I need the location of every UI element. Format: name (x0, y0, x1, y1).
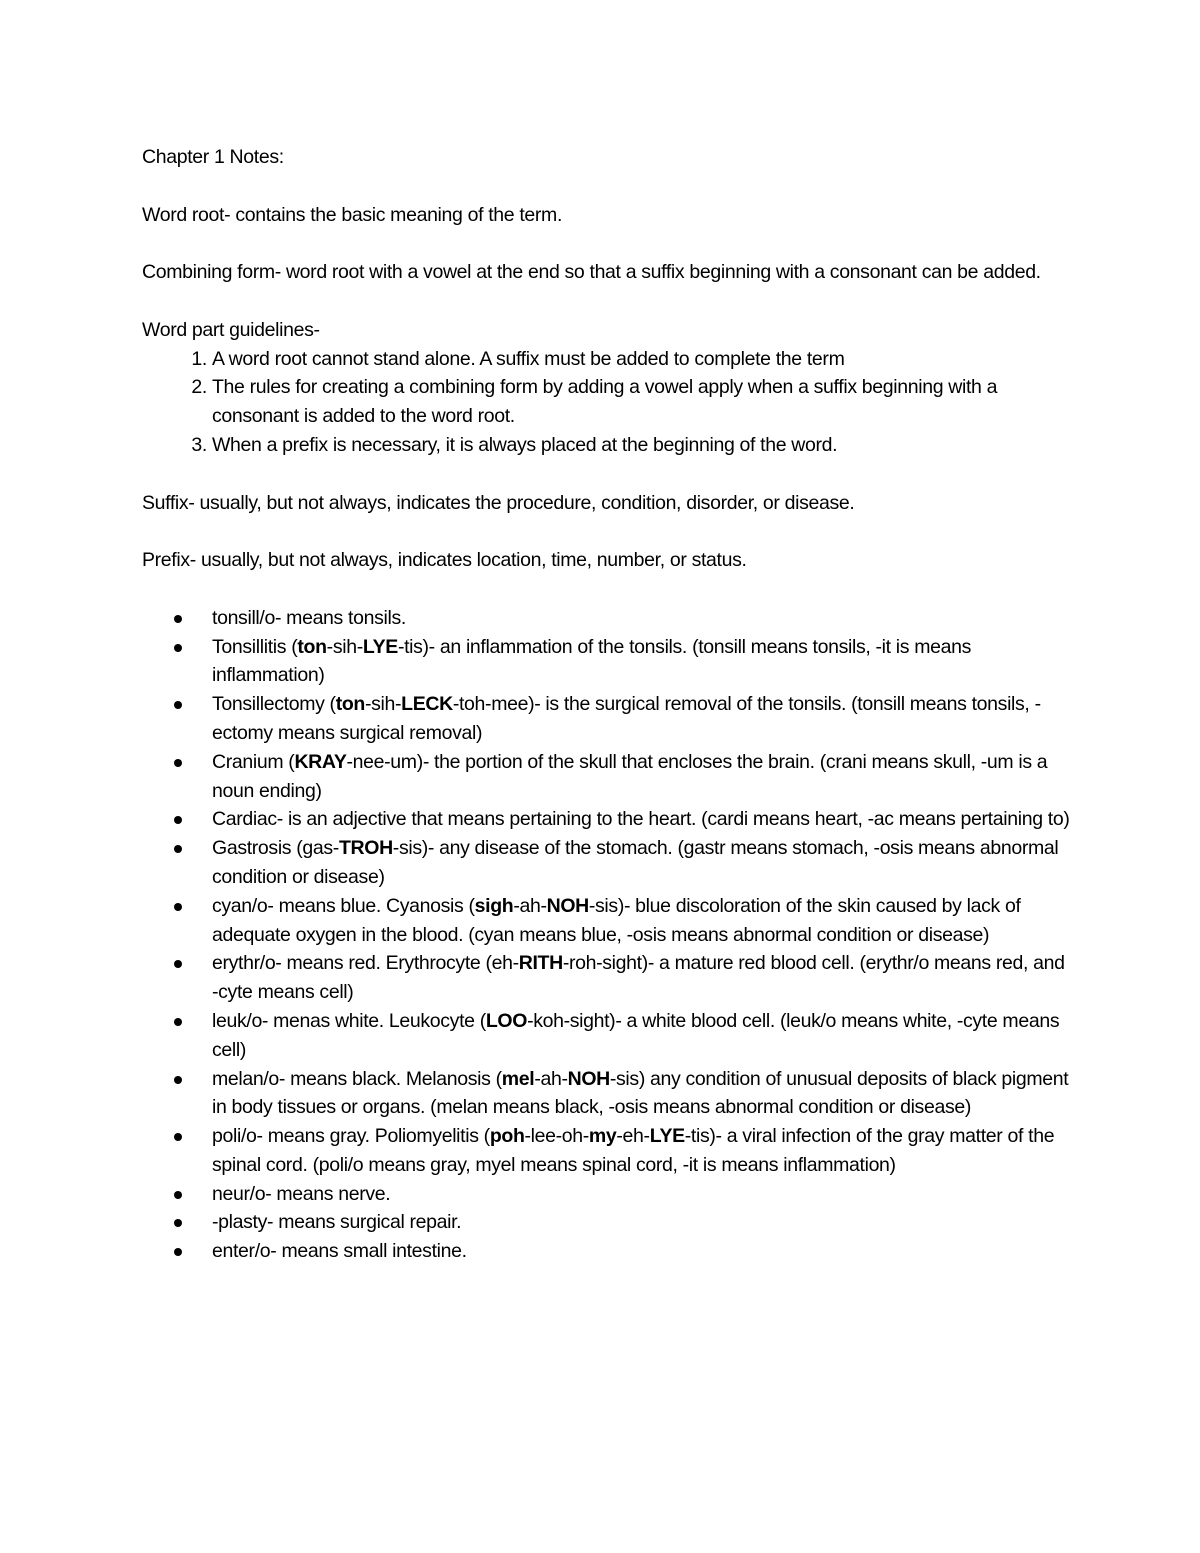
term-text: Cardiac- is an adjective that means pertaining to the heart. (cardi means heart, -ac means pertaining to) (212, 808, 1070, 831)
combining-form-definition: Combining form- word root with a vowel at the end so that a suffix beginning with a consonant can be added. (142, 261, 1041, 284)
term-list-item (212, 834, 1072, 892)
stressed-syllable: LYE (362, 635, 398, 658)
stressed-syllable: mel (501, 1067, 535, 1090)
term-text: -lee-oh- (524, 1125, 589, 1148)
term-text: poli/o- means gray. Poliomyelitis ( (212, 1125, 490, 1148)
word-root-definition: Word root- contains the basic meaning of the term. (142, 203, 563, 226)
term-text: enter/o- means small intestine. (212, 1240, 467, 1263)
stressed-syllable: NOH (567, 1067, 610, 1090)
guideline-item: 3. When a prefix is necessary, it is always placed at the beginning of the word. (212, 431, 1072, 460)
stressed-syllable: NOH (546, 894, 589, 917)
term-text: -ah- (534, 1067, 568, 1090)
stressed-syllable: LYE (649, 1125, 685, 1148)
guideline-item: 1. A word root cannot stand alone. A suffix must be added to complete the term (212, 345, 1072, 374)
stressed-syllable: LOO (485, 1009, 528, 1032)
term-text: cyan/o- means blue. Cyanosis ( (212, 894, 475, 917)
term-text: -eh- (616, 1125, 650, 1148)
term-list-item (212, 805, 1072, 834)
term-text: Tonsillitis ( (212, 635, 298, 658)
term-list-item (212, 748, 1072, 806)
term-text: Gastrosis (gas- (212, 837, 339, 860)
term-text: -sis) any condition of unusual deposits of black pigment in body tissues or organs. (melan means black, -osis means abnormal condition or disease) (212, 1067, 1069, 1119)
term-text: -sih- (326, 635, 363, 658)
term-list-item (212, 892, 1072, 950)
stressed-syllable: RITH (518, 952, 563, 975)
guideline-item: 2. The rules for creating a combining form by adding a vowel apply when a suffix beginning with a consonant is added to the word root. (212, 373, 1072, 431)
term-list-item (212, 633, 1072, 691)
term-text: -toh-mee)- is the surgical removal of the tonsils. (tonsill means tonsils, -ectomy means surgical removal) (212, 693, 1041, 744)
term-text: tonsill/o- means tonsils. (212, 606, 406, 629)
term-text: -tis)- an inflammation of the tonsils. (tonsill means tonsils, -it is means inflammation) (212, 635, 971, 687)
stressed-syllable: my (588, 1125, 617, 1148)
term-list-item (212, 690, 1072, 748)
term-list-item (212, 1007, 1072, 1065)
stressed-syllable: TROH (338, 837, 393, 860)
term-list-item (212, 1180, 1072, 1209)
term-list-item (212, 1122, 1072, 1180)
term-list-item (212, 1208, 1072, 1237)
term-text: leuk/o- menas white. Leukocyte ( (212, 1009, 486, 1032)
document-body (142, 143, 1072, 1266)
guidelines-list (142, 345, 1072, 460)
term-text: melan/o- means black. Melanosis ( (212, 1067, 502, 1090)
term-text: -plasty- means surgical repair. (212, 1211, 462, 1234)
term-text: -ah- (513, 894, 547, 917)
term-text: -koh-sight)- a white blood cell. (leuk/o means white, -cyte means cell) (212, 1009, 1060, 1061)
term-list-item (212, 1065, 1072, 1123)
term-list-item (212, 949, 1072, 1007)
term-list-item (212, 1237, 1072, 1266)
term-text: -roh-sight)- a mature red blood cell. (erythr/o means red, and -cyte means cell) (212, 952, 1065, 1004)
stressed-syllable: ton (297, 635, 327, 658)
stressed-syllable: ton (335, 693, 365, 716)
term-text: neur/o- means nerve. (212, 1182, 391, 1205)
term-text: -sih- (364, 693, 402, 716)
page-title: Chapter 1 Notes: (142, 146, 284, 168)
term-text: Cranium ( (212, 750, 295, 773)
term-text: -nee-um)- the portion of the skull that encloses the brain. (crani means skull, -um is a noun ending) (212, 750, 1048, 802)
stressed-syllable: LECK (401, 693, 453, 716)
term-text: -sis)- any disease of the stomach. (gastr means stomach, -osis means abnormal condition or disease) (212, 837, 1059, 888)
suffix-definition: Suffix- usually, but not always, indicates the procedure, condition, disorder, or disease. (142, 491, 855, 514)
term-text: erythr/o- means red. Erythrocyte (eh- (212, 952, 519, 975)
prefix-definition: Prefix- usually, but not always, indicates location, time, number, or status. (142, 549, 747, 572)
term-text: -sis)- blue discoloration of the skin caused by lack of adequate oxygen in the blood. (cyan means blue, -osis means abnormal condition or disease) (212, 894, 1021, 946)
stressed-syllable: sigh (474, 894, 514, 917)
terms-list (142, 604, 1072, 1266)
term-text: -tis)- a viral infection of the gray matter of the spinal cord. (poli/o means gray, myel means spinal cord, -it is means inflammation) (212, 1125, 1055, 1176)
term-text: Tonsillectomy ( (212, 693, 336, 716)
term-list-item (212, 604, 1072, 633)
stressed-syllable: KRAY (294, 750, 347, 773)
guidelines-heading: Word part guidelines- (142, 318, 320, 341)
stressed-syllable: poh (489, 1125, 525, 1148)
